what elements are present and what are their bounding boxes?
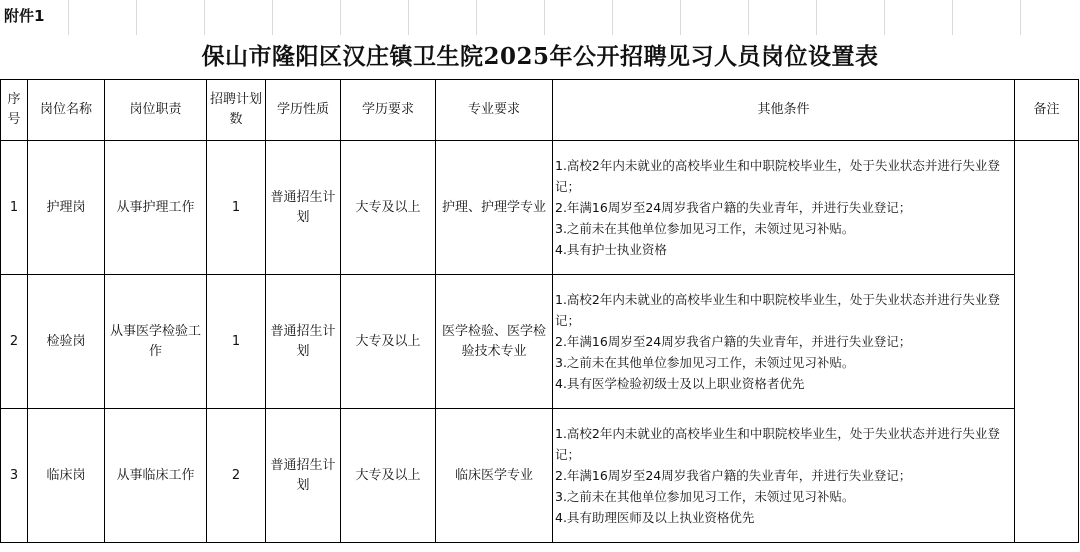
cell-duty: 从事医学检验工作 — [105, 275, 207, 409]
condition-item: 3.之前未在其他单位参加见习工作，未领过见习补贴。 — [555, 355, 855, 370]
position-table — [0, 79, 1079, 543]
cell-edu-req: 大专及以上 — [341, 141, 436, 275]
cell-edu-type: 普通招生计划 — [266, 409, 341, 543]
attachment-label: 附件1 — [4, 7, 45, 25]
cell-position: 检验岗 — [28, 275, 105, 409]
cell-edu-type: 普通招生计划 — [266, 141, 341, 275]
cell-conditions — [553, 409, 1015, 543]
cell-conditions — [553, 275, 1015, 409]
cell-seq: 1 — [1, 141, 28, 275]
cell-quota: 2 — [207, 409, 266, 543]
condition-item: 1.高校2年内未就业的高校毕业生和中职院校毕业生，处于失业状态并进行失业登记； — [555, 292, 1000, 328]
cell-major: 临床医学专业 — [436, 409, 553, 543]
cell-edu-type: 普通招生计划 — [266, 275, 341, 409]
table-row — [1, 409, 1079, 543]
header-major: 专业要求 — [436, 80, 553, 141]
condition-item: 1.高校2年内未就业的高校毕业生和中职院校毕业生，处于失业状态并进行失业登记； — [555, 158, 1000, 194]
cell-position: 护理岗 — [28, 141, 105, 275]
condition-item: 3.之前未在其他单位参加见习工作，未领过见习补贴。 — [555, 221, 855, 236]
page-title: 保山市隆阳区汉庄镇卫生院2025年公开招聘见习人员岗位设置表 — [201, 43, 879, 70]
cell-conditions — [553, 141, 1015, 275]
condition-item: 2.年满16周岁至24周岁我省户籍的失业青年，并进行失业登记； — [555, 334, 912, 349]
condition-item: 4.具有助理医师及以上执业资格优先 — [555, 510, 755, 525]
condition-item: 3.之前未在其他单位参加见习工作，未领过见习补贴。 — [555, 489, 855, 504]
header-position: 岗位名称 — [28, 80, 105, 141]
header-edu-type: 学历性质 — [266, 80, 341, 141]
condition-item: 4.具有护士执业资格 — [555, 242, 667, 257]
cell-remark — [1015, 141, 1079, 543]
cell-seq: 2 — [1, 275, 28, 409]
header-seq: 序号 — [1, 80, 28, 141]
cell-quota: 1 — [207, 141, 266, 275]
header-remark: 备注 — [1015, 80, 1079, 141]
cell-quota: 1 — [207, 275, 266, 409]
condition-item: 4.具有医学检验初级士及以上职业资格者优先 — [555, 376, 805, 391]
cell-edu-req: 大专及以上 — [341, 275, 436, 409]
cell-duty: 从事护理工作 — [105, 141, 207, 275]
header-edu-req: 学历要求 — [341, 80, 436, 141]
condition-item: 1.高校2年内未就业的高校毕业生和中职院校毕业生，处于失业状态并进行失业登记； — [555, 426, 1000, 462]
table-row — [1, 275, 1079, 409]
cell-duty: 从事临床工作 — [105, 409, 207, 543]
header-duty: 岗位职责 — [105, 80, 207, 141]
cell-seq: 3 — [1, 409, 28, 543]
table-row — [1, 141, 1079, 275]
condition-item: 2.年满16周岁至24周岁我省户籍的失业青年，并进行失业登记； — [555, 468, 912, 483]
spreadsheet-grid — [0, 0, 1080, 35]
table-header-row — [1, 80, 1079, 141]
cell-major: 医学检验、医学检验技术专业 — [436, 275, 553, 409]
cell-major: 护理、护理学专业 — [436, 141, 553, 275]
cell-edu-req: 大专及以上 — [341, 409, 436, 543]
cell-position: 临床岗 — [28, 409, 105, 543]
condition-item: 2.年满16周岁至24周岁我省户籍的失业青年，并进行失业登记； — [555, 200, 912, 215]
header-other: 其他条件 — [553, 80, 1015, 141]
header-quota: 招聘计划数 — [207, 80, 266, 141]
